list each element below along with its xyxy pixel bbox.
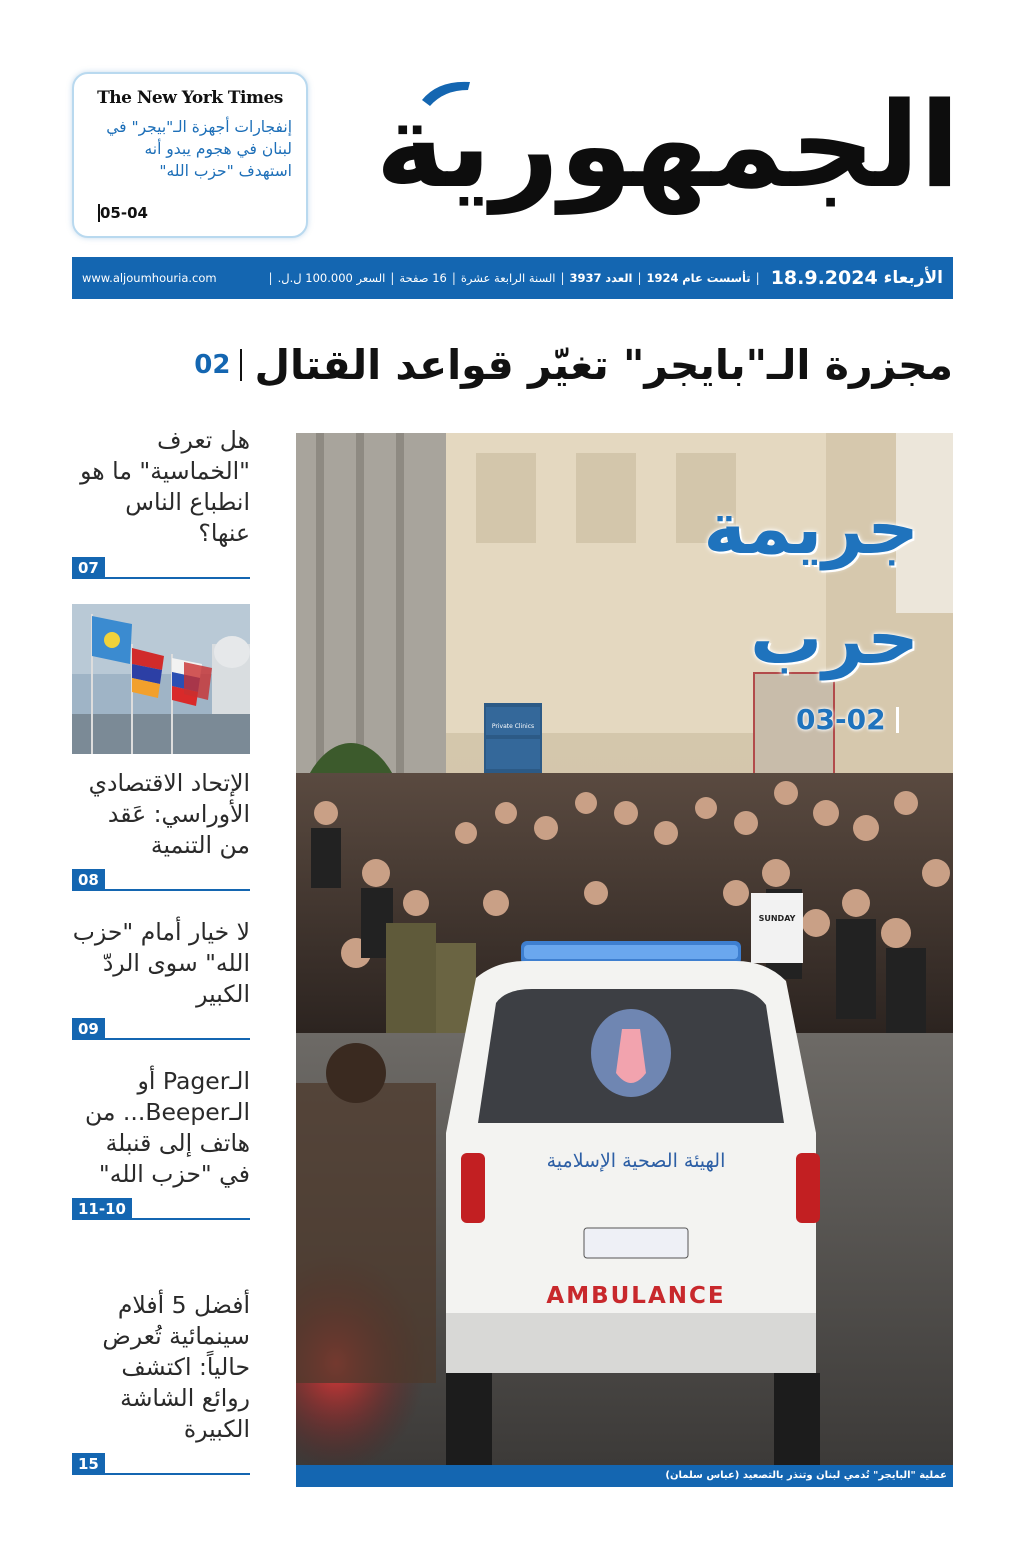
sidebar-item-text: أفضل 5 أفلام سينمائية تُعرض حالياً: اكتشف روائع الشاشة الكبيرة — [102, 1291, 250, 1443]
divider: | — [755, 271, 760, 285]
sidebar-item-pager-beeper[interactable] — [72, 1066, 250, 1220]
year-label: السنة الرابعة عشرة — [460, 271, 556, 285]
sidebar-item-page: 08 — [72, 869, 105, 891]
divider — [896, 707, 899, 733]
sidebar-item-page-bar — [72, 1451, 250, 1475]
nyt-teaser-text: إنفجارات أجهزة الـ"بيجر" في لبنان في هجوم يبدو أنه استهدف "حزب الله" — [106, 118, 292, 180]
tshirt-text: SUNDAY — [758, 914, 796, 923]
flags-illustration — [72, 604, 250, 754]
ambulance-label: AMBULANCE — [546, 1283, 726, 1309]
divider: | — [268, 271, 273, 285]
photo-page-value: 03-02 — [796, 703, 886, 736]
divider: | — [560, 271, 565, 285]
sidebar-item-text: الـPager أو الـBeeper... من هاتف إلى قنبلة في "حزب الله" — [84, 1067, 250, 1188]
nyt-feature-box[interactable] — [72, 72, 308, 238]
page-count: 16 صفحة — [399, 271, 447, 285]
main-photo[interactable] — [296, 433, 953, 1465]
issue-day: الأربعاء — [883, 268, 943, 288]
nyt-page-value: 05-04 — [100, 204, 148, 222]
sidebar-item-hezbollah-response[interactable] — [72, 917, 250, 1040]
nyt-logo: The New York Times — [97, 88, 283, 108]
photo-caption: عملية "البايجر" تُدمي لبنان وتنذر بالتصعيد (عباس سلمان) — [296, 1465, 953, 1487]
founded-label-text: تأسست عام — [682, 271, 751, 285]
sidebar-item-eurasian-union[interactable] — [72, 768, 250, 891]
issue-number: 3937 — [569, 271, 602, 285]
headline-text: مجزرة الـ"بايجر" تغيّر قواعد القتال — [254, 341, 953, 389]
photo-title — [703, 473, 919, 693]
divider: | — [451, 271, 456, 285]
nyt-page-number — [92, 204, 148, 222]
price: السعر 100.000 ل.ل. — [277, 271, 386, 285]
issue-number-group — [570, 271, 633, 285]
sidebar-item-text: الإتحاد الاقتصادي الأوراسي: عَقد من التنمية — [88, 769, 250, 859]
photo-title-line2: حرب — [749, 596, 919, 680]
ambulance-arabic-text: الهيئة الصحية الإسلامية — [546, 1150, 726, 1172]
sidebar-item-text: لا خيار أمام "حزب الله" سوى الردّ الكبير — [72, 918, 250, 1008]
photo-page-number — [796, 703, 899, 736]
sidebar-item-text: هل تعرف "الخماسية" ما هو انطباع الناس عنها؟ — [80, 426, 250, 547]
newspaper-logo[interactable]: الجمهورية — [375, 76, 960, 214]
sidebar-item-top-films[interactable] — [72, 1290, 250, 1475]
founded-year: 1924 — [646, 271, 679, 285]
issue-info-bar — [72, 257, 953, 299]
sidebar-item-page-bar — [72, 555, 250, 579]
sidebar-item-page: 07 — [72, 557, 105, 579]
main-headline[interactable] — [72, 330, 953, 400]
sidebar-photo-flags[interactable] — [72, 604, 250, 754]
issue-label: العدد — [605, 271, 633, 285]
headline-page-number: 02 — [194, 349, 242, 381]
sidebar-item-page: 15 — [72, 1453, 105, 1475]
sidebar-item-page-bar — [72, 1196, 250, 1220]
sidebar-item-page: 11-10 — [72, 1198, 132, 1220]
sidebar-item-page-bar — [72, 867, 250, 891]
founded-label — [647, 271, 751, 285]
sign-text: Private Clinics — [491, 723, 535, 730]
sidebar-item-page: 09 — [72, 1018, 105, 1040]
sidebar-item-page-bar — [72, 1016, 250, 1040]
website-link[interactable]: www.aljoumhouria.com — [82, 271, 217, 285]
issue-date: 18.9.2024 — [770, 267, 878, 289]
sidebar-item-khumasiya[interactable] — [72, 425, 250, 579]
photo-title-line1: جريمة — [703, 486, 919, 570]
divider: | — [637, 271, 642, 285]
divider: | — [390, 271, 395, 285]
